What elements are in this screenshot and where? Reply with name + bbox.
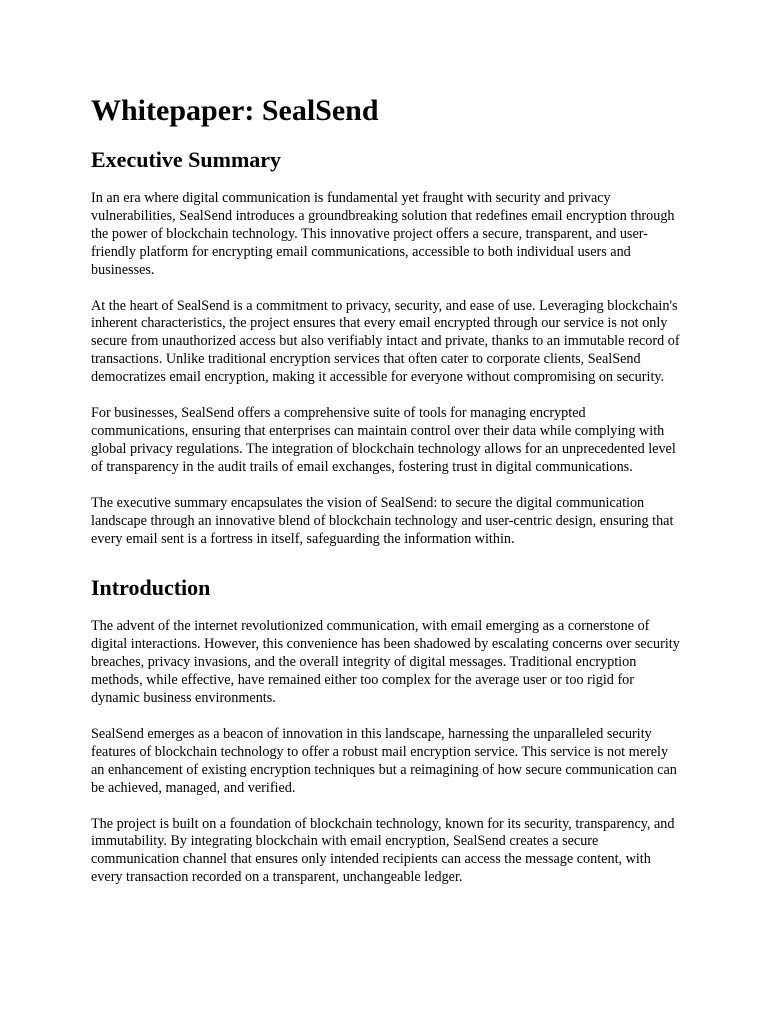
paragraph: For businesses, SealSend offers a comprehensive suite of tools for managing encrypted communications, ensuring that enterprises can maintain control over their data while complying with global privacy regulations. The integration of blockchain technology allows for an unprecedented level of transparency in the audit trails of email exchanges, fostering trust in digital communications.	[91, 405, 676, 475]
paragraph: The project is built on a foundation of blockchain technology, known for its security, transparency, and immutability. By integrating blockchain with email encryption, SealSend creates a secure communication channel that ensures only intended recipients can access the message content, with every transaction recorded on a transparent, unchangeable ledger.	[91, 815, 675, 886]
paragraph: In an era where digital communication is fundamental yet fraught with security and privacy vulnerabilities, SealSend introduces a groundbreaking solution that redefines email encryption through the power of blockchain technology. This innovative project offers a secure, transparent, and user-friendly platform for encrypting email communications, accessible to both individual users and businesses.	[91, 190, 675, 278]
paragraph: The executive summary encapsulates the vision of SealSend: to secure the digital communication landscape through an innovative blend of blockchain technology and user-centric design, ensuring that every email sent is a fortress in itself, safeguarding the information within.	[91, 494, 674, 547]
paragraph: At the heart of SealSend is a commitment to privacy, security, and ease of use. Leveraging blockchain's inherent characteristics, the project ensures that every email encrypted through our service is not only secure from unauthorized access but also verifiably intact and private, thanks to an immutable record of transactions. Unlike traditional encryption services that often cater to corporate clients, SealSend democratizes email encryption, making it accessible for everyone without compromising on security.	[91, 297, 680, 386]
section-heading-executive-summary: Executive Summary	[91, 147, 282, 172]
section-heading-introduction: Introduction	[91, 575, 211, 601]
paragraph: SealSend emerges as a beacon of innovation in this landscape, harnessing the unparalleled security features of blockchain technology to offer a robust mail encryption service. This service is not merely an enhancement of existing encryption techniques but a reimagining of how secure communication can be achieved, managed, and verified.	[91, 725, 677, 796]
document-title: Whitepaper: SealSend	[91, 94, 379, 127]
paragraph: The advent of the internet revolutionized communication, with email emerging as a cornerstone of digital interactions. However, this convenience has been shadowed by escalating concerns over security breaches, privacy invasions, and the overall integrity of digital messages. Traditional encryption methods, while effective, have remained either too complex for the average user or too rigid for dynamic business environments.	[91, 618, 680, 707]
